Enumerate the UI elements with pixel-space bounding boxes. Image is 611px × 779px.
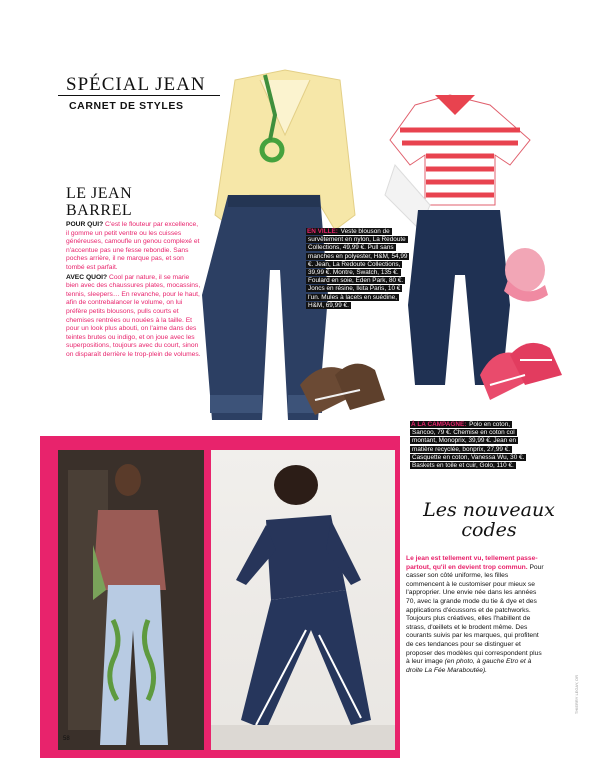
caption-en-ville-label: EN VILLE: — [307, 228, 338, 235]
section-body — [66, 221, 201, 361]
caption-campagne-text: Polo en coton, Sancoo, 79 €. Chemise en coton col montant, Monoprix, 39,99 €. Jean en matière recyclée, bonprix, 27,99 €. Casquette en coton, Vanessa Wu, 30 €. Baskets en toile et cuir, Golo, 110 €. — [412, 421, 525, 470]
caption-campagne-label: À LA CAMPAGNE: — [411, 421, 467, 428]
codes-text: Pour casser son côté uniforme, les filles commencent à le customiser pour mieux se l'approprier. Une envie née dans les années 70, avec la grande mode du tie & dye et des applications d'écussons et de patchworks. Toujours plus créatives, elles l'habillent de strass, d'œillets et le brodent même. Des courants suivis par les marques, qui profitent de ces tendances pour se distinguer et proposer des modèles qui correspondent plus à leur image — [406, 563, 544, 666]
caption-en-ville — [306, 228, 410, 310]
question-who-text: C'est le flouteur par excellence, il gomme un petit ventre ou les cuisses généreuses, camoufle un genou complexé et n'accentue pas une fesse rebondie. Sans poches arrière, il ne marque pas, et son tombé est parfait. — [66, 221, 200, 271]
question-with-text: Cool par nature, il se marie bien avec des chaussures plates, mocassins, tennis, sleepers… En revanche, pour le haut, afin de contrebalancer le volume, on lui préfère petits blousons, pulls courts et chemises rentrées ou nouées à la taille. Et pour un look plus abouti, on l'aime dans des teintes brutes ou indigo, et on joue avec les superpositions, toujours avec du court, sinon on disparaît derrière le trop-plein de volumes. — [66, 273, 201, 358]
question-who-label: POUR QUI? — [66, 221, 104, 228]
section-title — [66, 185, 132, 219]
section-title-line1: LE JEAN — [66, 185, 133, 202]
codes-lead: Le jean est tellement vu, tellement passe-partout, qu'il en devient trop commun. — [406, 555, 538, 571]
section-title-line2: BARREL — [66, 202, 133, 219]
photo-credit: THIERRY LEGAY, DR — [574, 675, 579, 715]
caption-en-ville-text: Veste blouson de survêtement en nylon, La Redoute Collections, 49,99 €. Pull sans manches en polyester, H&M, 54,99 €. Jean, La Redoute Collections, 39,99 €. Montre, Swatch, 135 €. Foulard en soie, Eden Park, 80 €. Joncs en résine, Ikita Paris, 10 € l'un. Mules à lacets en suédine, H&M, 69,99 €. — [308, 228, 408, 309]
codes-photo-note: (en photo, à gauche Etro et à droite La Fée Maraboutée). — [406, 658, 532, 674]
question-with-label: AVEC QUOI? — [66, 273, 108, 281]
etro-runway-photo — [58, 450, 204, 750]
codes-title-line1: Les nouveaux — [423, 499, 555, 521]
page-title: SPÉCIAL JEAN — [66, 74, 206, 95]
caption-campagne — [410, 421, 535, 470]
codes-body — [406, 555, 546, 675]
pink-cap-image — [504, 248, 548, 302]
page-number: 58 — [63, 736, 70, 742]
page-subtitle: CARNET DE STYLES — [69, 100, 184, 112]
codes-title-line2: codes — [461, 519, 517, 541]
fee-maraboutee-photo — [211, 450, 395, 750]
codes-title — [414, 500, 564, 540]
